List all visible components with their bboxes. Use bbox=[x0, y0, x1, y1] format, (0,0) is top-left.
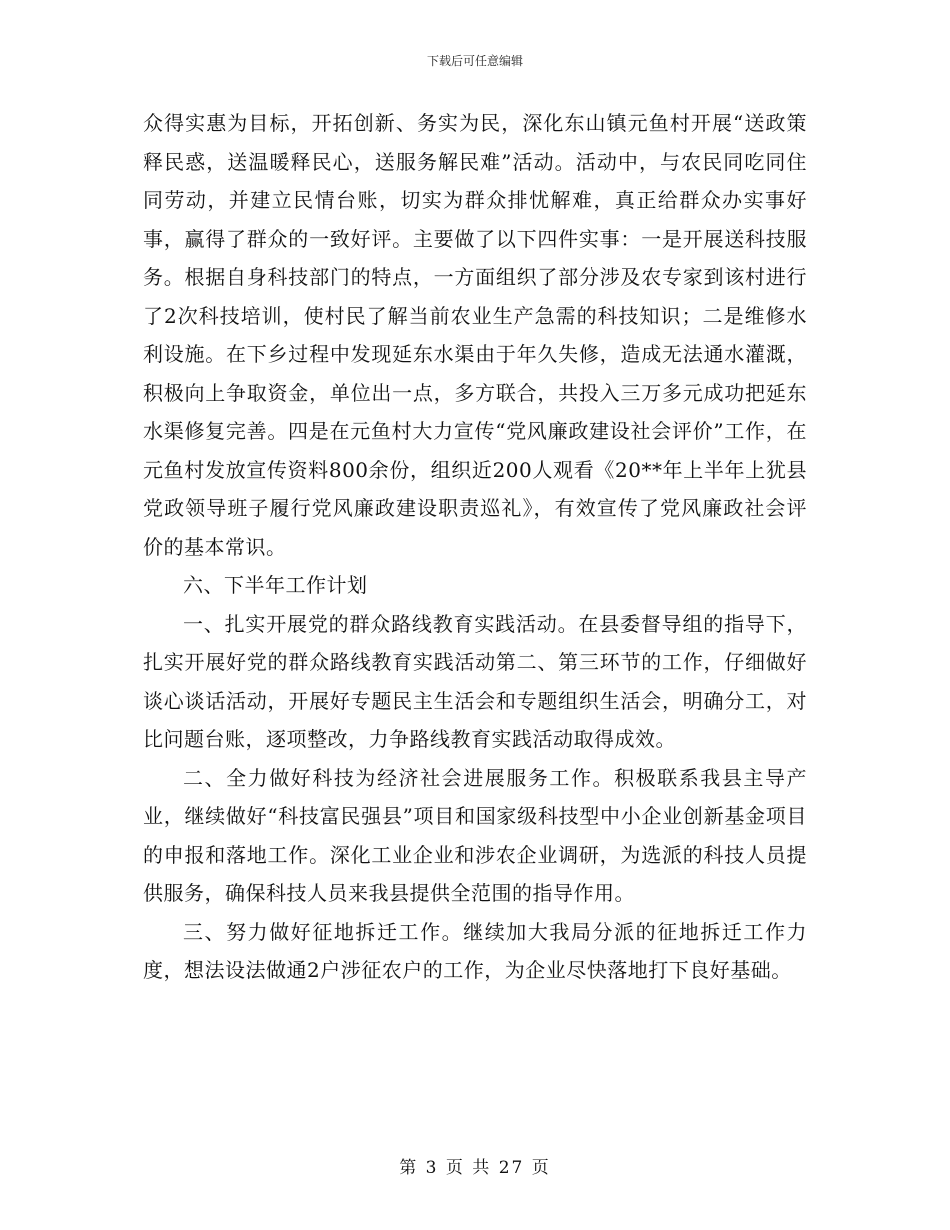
page-header: 下载后可任意编辑 bbox=[426, 54, 523, 68]
document-body bbox=[143, 104, 807, 990]
section-heading: 六、下半年工作计划 bbox=[183, 573, 368, 597]
page-number-footer: 第 3 页 共 27 页 bbox=[399, 1158, 551, 1178]
paragraph-plan-2: 二、全力做好科技为经济社会进展服务工作。积极联系我县主导产业，继续做好“科技富民强县”项目和国家级科技型中小企业创新基金项目的申报和落地工作。深化工业企业和涉农企业调研，为选派的科技人员提供服务，确保科技人员来我县提供全范围的指导作用。 bbox=[143, 765, 807, 905]
paragraph-plan-1: 一、扎实开展党的群众路线教育实践活动。在县委督导组的指导下，扎实开展好党的群众路线教育实践活动第二、第三环节的工作，仔细做好谈心谈话活动，开展好专题民主生活会和专题组织生活会，明确分工，对比问题台账，逐项整改，力争路线教育实践活动取得成效。 bbox=[143, 611, 807, 751]
paragraph-continuation: 众得实惠为目标，开拓创新、务实为民，深化东山镇元鱼村开展“送政策释民惑，送温暖释民心，送服务解民难”活动。活动中，与农民同吃同住同劳动，并建立民情台账，切实为群众排忧解难，真正给群众办实事好事，赢得了群众的一致好评。主要做了以下四件实事：一是开展送科技服务。根据自身科技部门的特点，一方面组织了部分涉及农专家到该村进行了2次科技培训，使村民了解当前农业生产急需的科技知识；二是维修水利设施。在下乡过程中发现延东水渠由于年久失修，造成无法通水灌溉，积极向上争取资金，单位出一点，多方联合，共投入三万多元成功把延东水渠修复完善。四是在元鱼村大力宣传“党风廉政建设社会评价”工作，在元鱼村发放宣传资料800余份，组织近200人观看《20**年上半年上犹县党政领导班子履行党风廉政建设职责巡礼》，有效宣传了党风廉政社会评价的基本常识。 bbox=[143, 111, 807, 559]
paragraph-plan-3: 三、努力做好征地拆迁工作。继续加大我局分派的征地拆迁工作力度，想法设法做通2户涉征农户的工作，为企业尽快落地打下良好基础。 bbox=[143, 919, 807, 982]
